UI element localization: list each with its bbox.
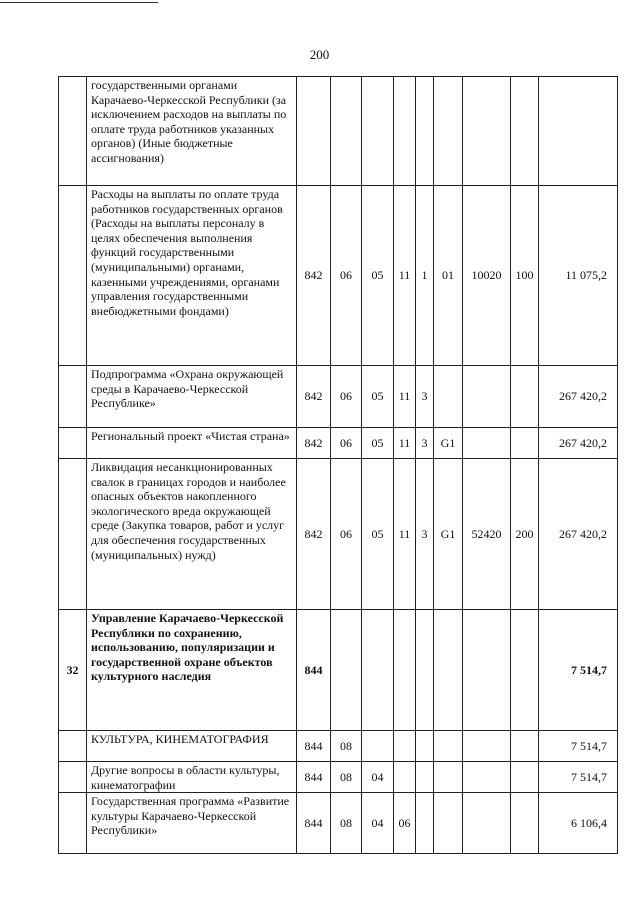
expense-type-code <box>511 610 539 731</box>
row-number: 32 <box>59 610 87 731</box>
amount: 6 106,4 <box>539 793 618 854</box>
expense-type-code <box>511 762 539 793</box>
section-code <box>331 610 362 731</box>
direction-code <box>463 731 511 762</box>
subsection-code: 05 <box>362 428 394 459</box>
expense-name: Подпрограмма «Охрана окружающей среды в Карачаево-Черкесской Республике» <box>87 366 297 428</box>
direction-code <box>463 793 511 854</box>
top-rule <box>0 2 158 3</box>
row-number <box>59 366 87 428</box>
direction-code: 10020 <box>463 186 511 366</box>
project-code <box>434 77 463 186</box>
amount: 267 420,2 <box>539 366 618 428</box>
subsection-code: 05 <box>362 366 394 428</box>
direction-code <box>463 77 511 186</box>
page-number: 200 <box>309 47 330 62</box>
direction-code <box>463 428 511 459</box>
section-code: 06 <box>331 366 362 428</box>
section-code: 06 <box>331 428 362 459</box>
subsection-code: 04 <box>362 762 394 793</box>
expense-type-code <box>511 731 539 762</box>
section-code: 08 <box>331 793 362 854</box>
row-number <box>59 731 87 762</box>
subprogram-code <box>416 610 434 731</box>
table-row <box>59 793 618 854</box>
row-number <box>59 762 87 793</box>
direction-code <box>463 762 511 793</box>
table-row <box>59 731 618 762</box>
expense-name: Управление Карачаево-Черкесской Республики по сохранению, использованию, популяризации и государственной охране объектов культурного наследия <box>87 610 297 731</box>
expense-name: Государственная программа «Развитие культуры Карачаево-Черкесской Республики» <box>87 793 297 854</box>
amount <box>539 77 618 186</box>
ministry-code: 844 <box>297 793 331 854</box>
project-code <box>434 793 463 854</box>
project-code: G1 <box>434 428 463 459</box>
ministry-code: 842 <box>297 186 331 366</box>
subsection-code <box>362 77 394 186</box>
ministry-code: 842 <box>297 428 331 459</box>
subprogram-code <box>416 762 434 793</box>
program-code: 06 <box>394 793 416 854</box>
ministry-code <box>297 77 331 186</box>
subprogram-code <box>416 793 434 854</box>
program-code <box>394 610 416 731</box>
amount: 11 075,2 <box>539 186 618 366</box>
subsection-code <box>362 731 394 762</box>
program-code: 11 <box>394 186 416 366</box>
project-code <box>434 762 463 793</box>
expense-type-code: 200 <box>511 459 539 610</box>
direction-code <box>463 366 511 428</box>
expense-type-code <box>511 77 539 186</box>
direction-code <box>463 610 511 731</box>
expense-name: Региональный проект «Чистая страна» <box>87 428 297 459</box>
project-code <box>434 610 463 731</box>
section-code: 06 <box>331 186 362 366</box>
subsection-code: 05 <box>362 186 394 366</box>
row-number <box>59 459 87 610</box>
subprogram-code <box>416 731 434 762</box>
row-number <box>59 77 87 186</box>
section-code: 08 <box>331 762 362 793</box>
table-row <box>59 366 618 428</box>
program-code <box>394 77 416 186</box>
budget-table <box>58 76 618 854</box>
program-code: 11 <box>394 459 416 610</box>
expense-name: Другие вопросы в области культуры, кинематографии <box>87 762 297 793</box>
program-code: 11 <box>394 366 416 428</box>
subprogram-code: 3 <box>416 366 434 428</box>
ministry-code: 842 <box>297 459 331 610</box>
table-row <box>59 186 618 366</box>
expense-type-code <box>511 428 539 459</box>
subprogram-code: 1 <box>416 186 434 366</box>
ministry-code: 844 <box>297 731 331 762</box>
ministry-code: 844 <box>297 610 331 731</box>
section-code: 06 <box>331 459 362 610</box>
subsection-code: 05 <box>362 459 394 610</box>
section-code: 08 <box>331 731 362 762</box>
row-number <box>59 186 87 366</box>
expense-type-code: 100 <box>511 186 539 366</box>
amount: 7 514,7 <box>539 610 618 731</box>
section-code <box>331 77 362 186</box>
expense-name: КУЛЬТУРА, КИНЕМАТОГРАФИЯ <box>87 731 297 762</box>
program-code <box>394 762 416 793</box>
amount: 267 420,2 <box>539 459 618 610</box>
amount: 267 420,2 <box>539 428 618 459</box>
subprogram-code: 3 <box>416 428 434 459</box>
program-code: 11 <box>394 428 416 459</box>
subsection-code: 04 <box>362 793 394 854</box>
expense-name: государственными органами Карачаево-Черкесской Республики (за исключением расходов на выплаты по оплате труда работников указанных органов) (Иные бюджетные ассигнования) <box>87 77 297 186</box>
expense-name: Ликвидация несанкционированных свалок в границах городов и наиболее опасных объектов накопленного экологического вреда окружающей среде (Закупка товаров, работ и услуг для обеспечения государственных (муниципальных) нужд) <box>87 459 297 610</box>
expense-type-code <box>511 366 539 428</box>
table-row <box>59 77 618 186</box>
project-code: 01 <box>434 186 463 366</box>
table-row <box>59 762 618 793</box>
amount: 7 514,7 <box>539 731 618 762</box>
amount: 7 514,7 <box>539 762 618 793</box>
table-row <box>59 459 618 610</box>
ministry-code: 842 <box>297 366 331 428</box>
direction-code: 52420 <box>463 459 511 610</box>
table-row <box>59 610 618 731</box>
subprogram-code <box>416 77 434 186</box>
program-code <box>394 731 416 762</box>
project-code: G1 <box>434 459 463 610</box>
table-row <box>59 428 618 459</box>
subsection-code <box>362 610 394 731</box>
ministry-code: 844 <box>297 762 331 793</box>
expense-type-code <box>511 793 539 854</box>
project-code <box>434 731 463 762</box>
row-number <box>59 793 87 854</box>
project-code <box>434 366 463 428</box>
expense-name: Расходы на выплаты по оплате труда работников государственных органов (Расходы на выплаты персоналу в целях обеспечения выполнения функций государственными (муниципальными) органами, казенными учреждениями, органами управления государственными внебюджетными фондами) <box>87 186 297 366</box>
subprogram-code: 3 <box>416 459 434 610</box>
row-number <box>59 428 87 459</box>
